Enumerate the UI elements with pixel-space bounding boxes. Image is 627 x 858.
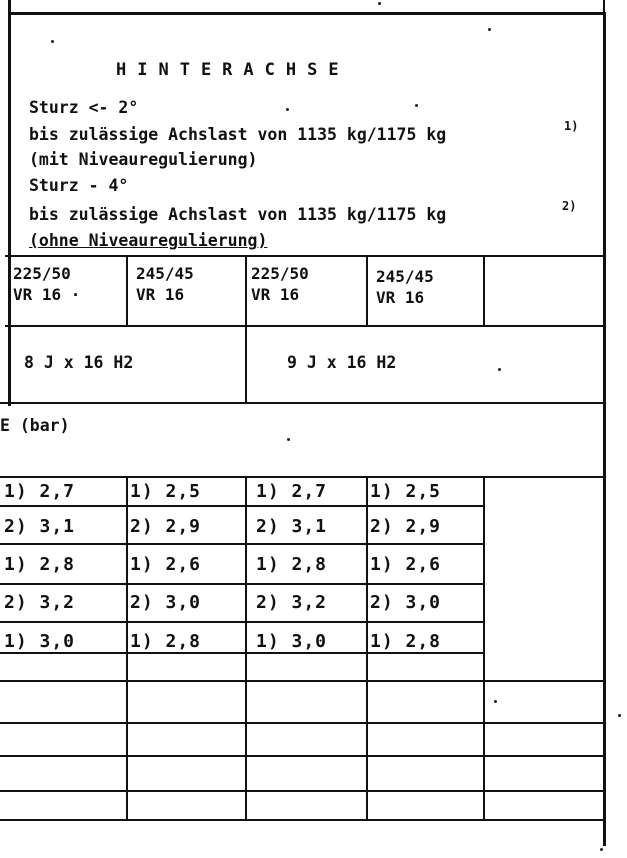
axle-load-line-1: bis zulässige Achslast von 1135 kg/1175 kg [29,125,447,144]
pressure-cell: 1) 2,8 [370,631,442,652]
pressure-cell: 2) 3,1 [4,516,76,537]
pressure-cell: 2) 3,2 [256,592,328,613]
pressure-cell: 1) 2,7 [4,481,76,502]
scan-speck [494,700,497,703]
row-rule [0,621,485,623]
col-sep-1 [126,256,128,326]
pressure-cell: 2) 3,2 [4,592,76,613]
row-rule [0,505,485,507]
pressure-cell: 1) 2,8 [4,554,76,575]
scan-speck [488,28,491,31]
pressure-cell: 2) 3,0 [130,592,202,613]
left-border [8,0,11,406]
col-sep-3 [366,256,368,326]
tire-bottom-rule [5,325,605,327]
col-sep-p1 [126,476,128,820]
footnote-marker-1: 1) [564,119,579,133]
scan-speck [498,368,501,371]
pressure-cell: 1) 3,0 [256,631,328,652]
pressure-top-rule [0,476,605,478]
scan-speck [287,438,290,441]
tire-top-rule [5,255,605,257]
scan-speck [618,714,621,717]
rim-bottom-rule [0,402,605,404]
axle-load-line-2: bis zulässige Achslast von 1135 kg/1175 kg [29,205,447,224]
col-sep-p2 [245,476,247,820]
pressure-cell: 1) 2,8 [256,554,328,575]
pressure-cell: 1) 3,0 [4,631,76,652]
pressure-cell: 1) 2,6 [130,554,202,575]
pressure-cell: 2) 2,9 [370,516,442,537]
scan-speck [378,2,381,5]
pressure-cell: 2) 2,9 [130,516,202,537]
tire-size-cell: 245/45 VR 16 [136,264,194,304]
camber-line-1: Sturz <- 2° [29,98,139,117]
top-rule [10,12,606,15]
col-sep-p3 [366,476,368,820]
pressure-heading: E (bar) [0,416,70,435]
scan-speck [415,104,418,107]
pressure-cell: 1) 2,5 [370,481,442,502]
scan-speck [286,108,289,111]
pressure-cell: 1) 2,5 [130,481,202,502]
scan-speck [600,848,603,851]
row-rule [0,543,485,545]
tire-size-cell: 245/45 VR 16 [376,267,434,307]
row-rule [0,722,605,724]
pressure-cell: 2) 3,0 [370,592,442,613]
pressure-cell: 2) 3,1 [256,516,328,537]
footnote-marker-2: 2) [562,199,577,213]
level-control-line-2: (ohne Niveauregulierung) [29,231,268,250]
row-rule [0,755,605,757]
pressure-cell: 1) 2,7 [256,481,328,502]
row-rule [0,652,485,654]
pressure-cell: 1) 2,8 [130,631,202,652]
pressure-cell: 1) 2,6 [370,554,442,575]
row-rule [0,680,605,682]
rim-size-cell: 9 J x 16 H2 [287,353,397,372]
row-rule [0,583,485,585]
row-rule [0,819,605,821]
level-control-line-1: (mit Niveauregulierung) [29,150,258,169]
col-sep-2 [245,256,247,404]
col-sep-4 [483,256,485,326]
col-sep-p4 [483,476,485,820]
scan-speck [51,40,54,43]
inner-right-border [603,0,605,260]
row-rule [0,790,605,792]
rim-size-cell: 8 J x 16 H2 [24,353,134,372]
tire-size-cell: 225/50 VR 16 [251,264,309,304]
page-title: HINTERACHSE [116,60,350,80]
tire-size-cell: 225/50 VR 16 · [13,264,81,304]
camber-line-2: Sturz - 4° [29,176,129,195]
